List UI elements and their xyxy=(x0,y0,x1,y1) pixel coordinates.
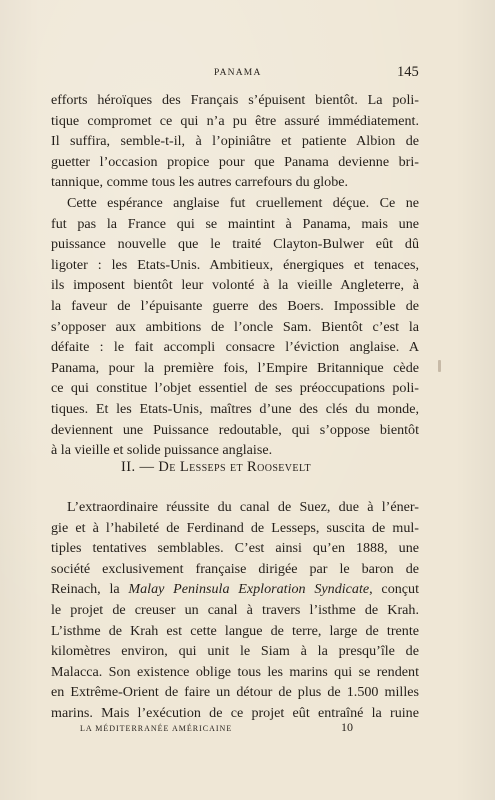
text-line: guetter l’occasion propice pour que Panama devienne bri- xyxy=(51,153,419,170)
footer-sheet-number: 10 xyxy=(341,720,353,734)
text-line: Panama, pour la première fois, l’Empire Britannique cède xyxy=(51,359,419,376)
text-line: tiples tentatives semblables. C’est ainsi qu’en 1888, une xyxy=(51,540,419,557)
running-head: PANAMA xyxy=(214,68,262,78)
text-line: ce qui constitue l’objet essentiel de ses préoccupations poli- xyxy=(51,380,419,397)
text-line: deviennent une Puissance redoutable, qui s’oppose bientôt xyxy=(51,421,419,438)
body-text-top xyxy=(51,90,419,461)
text-line: ligoter : les Etats-Unis. Ambitieux, énergiques et tenaces, xyxy=(51,256,419,273)
text-line: puissance nouvelle que le traité Clayton-Bulwer eût dû xyxy=(51,236,419,253)
text-line: à la vieille et solide puissance anglaise. xyxy=(51,442,273,459)
text-line: défaite : le fait accompli consacre l’éviction anglaise. A xyxy=(51,339,419,356)
text-line: ils imposent bientôt leur volonté à la vieille Angleterre, à xyxy=(51,277,419,294)
text-line: en Extrême-Orient de faire un détour de plus de 1.500 milles xyxy=(51,684,419,701)
text-line: efforts héroïques des Français s’épuisent bientôt. La poli- xyxy=(51,92,419,108)
text-line: kilomètres environ, qui unit le Siam à la presqu’île de xyxy=(51,643,419,660)
paragraph-continuation xyxy=(51,90,419,193)
text-line: tannique, comme tous les autres carrefours du globe. xyxy=(51,174,349,191)
text-line: tique compromet ce qui n’a pu être assuré immédiatement. xyxy=(51,112,419,129)
text-line: L’isthme de Krah est cette langue de terre, large de trente xyxy=(51,622,419,639)
syndicate-name: Malay Peninsula Exploration Syndicate xyxy=(128,581,370,598)
page-header xyxy=(0,66,495,82)
margin-mark xyxy=(438,360,441,372)
page-number: 145 xyxy=(397,64,419,80)
text-line: Malacca. Son existence oblige tous les marins qui se rendent xyxy=(51,663,419,680)
text-line: s’opposer aux ambitions de l’oncle Sam. Bientôt c’est la xyxy=(51,318,419,335)
text-line: tiques. Et les Etats-Unis, maîtres d’une des clés du monde, xyxy=(51,400,419,417)
text-fragment: , conçut xyxy=(369,581,420,598)
text-line: Il suffira, semble-t-il, à l’opiniâtre et patiente Albion de xyxy=(51,133,419,150)
text-line: le projet de creuser un canal à travers l’isthme de Krah. xyxy=(51,601,419,618)
text-line: société exclusivement française dirigée par le baron de xyxy=(51,560,419,577)
text-line: marins. Mais l’exécution de ce projet eût entraîné la ruine xyxy=(51,704,419,721)
body-text-bottom xyxy=(51,497,419,724)
paragraph-esperance xyxy=(51,193,419,461)
text-line: Cette espérance anglaise fut cruellement déçue. Ce ne xyxy=(67,194,419,211)
text-line: fut pas la France qui se maintint à Panama, mais une xyxy=(51,215,419,232)
text-fragment: Reinach, la xyxy=(51,581,129,598)
section-heading: II. — De Lesseps et Roosevelt xyxy=(121,459,312,475)
text-line: L’extraordinaire réussite du canal de Suez, due à l’éner- xyxy=(67,499,419,515)
footer-signature: LA MÉDITERRANÉE AMÉRICAINE xyxy=(80,724,233,733)
text-line: gie et à l’habileté de Ferdinand de Lesseps, suscita de mul- xyxy=(51,519,419,536)
text-line: la faveur de l’épuisante guerre des Boers. Impossible de xyxy=(51,297,419,314)
paragraph-suez xyxy=(51,497,419,724)
text-line xyxy=(51,579,419,600)
